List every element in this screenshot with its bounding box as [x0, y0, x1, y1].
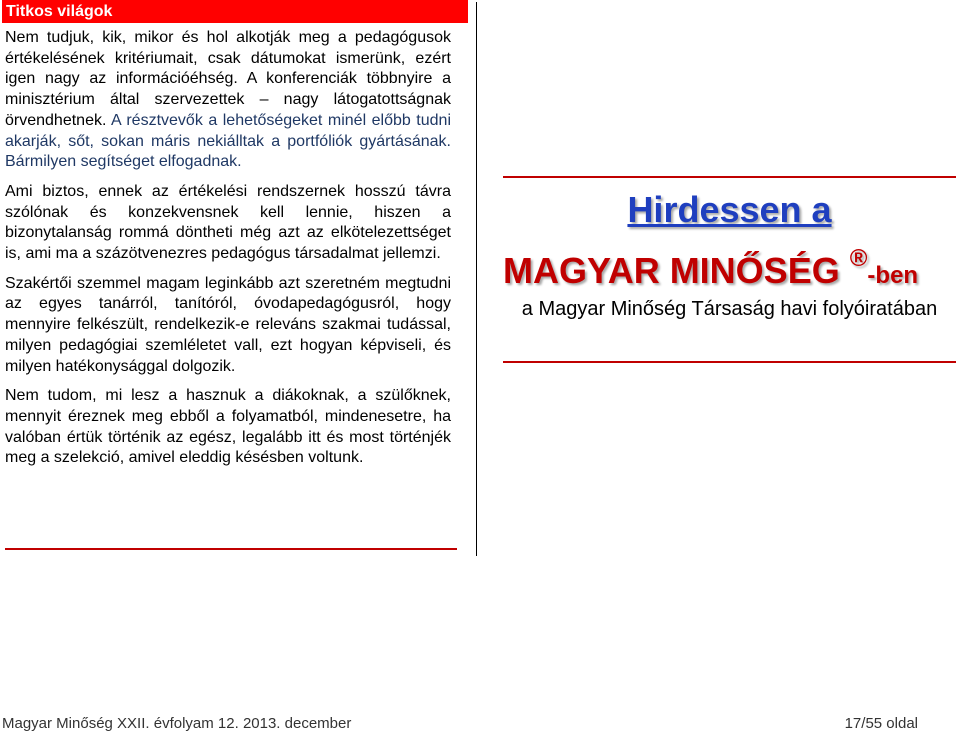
ad-top-rule [503, 176, 956, 178]
article-paragraph-3: Szakértői szemmel magam leginkább azt szeretném megtudni az egyes tanárról, tanítóról, óvodapedagógusról, hogy mennyire felkészült, rendelkezik-e releváns szakmai tudással, milyen pedagógiai szemléletet vall, ezt hogyan képviseli, és milyen hatékonysággal dolgozik. [5, 274, 451, 375]
article-body [5, 28, 451, 478]
registered-mark: ® [849, 245, 868, 272]
advertisement [503, 176, 956, 363]
brand-name: MAGYAR MINŐSÉG [503, 250, 840, 291]
column-divider [476, 2, 477, 556]
footer-publication: Magyar Minőség XXII. évfolyam 12. 2013. december [2, 715, 352, 732]
article-paragraph-1 [5, 28, 451, 173]
footer-page-number: 17/55 oldal [844, 715, 918, 732]
page-footer [0, 715, 960, 735]
paragraph-text: Nem tudjuk, kik, mikor és hol alkotják meg a pedagógusok értékelésének kritériumait, csak dátumokat ismerünk, ezért igen nagy az információéhség. A konferenciák többnyire a minisztérium által szervezettek – nagy látogatottságnak örvendhetnek. [5, 29, 451, 129]
brand-suffix: -ben [867, 262, 919, 289]
article-title: Titkos világok [2, 0, 468, 23]
ad-subline: a Magyar Minőség Társaság havi folyóiratában [521, 298, 938, 320]
article-paragraph-4: Nem tudom, mi lesz a hasznuk a diákoknak, a szülőknek, mennyit éreznek meg ebből a folyamatból, mindenesetre, ha valóban értük történik az egész, legalább itt és most történjék meg a szelekció, amivel eleddig késésben voltunk. [5, 387, 451, 467]
article-end-rule [5, 548, 457, 550]
ad-brand [503, 242, 956, 297]
ad-headline-link[interactable]: Hirdessen a [627, 189, 832, 230]
paragraph-highlight: A résztvevők a lehetőségeket minél előbb tudni akarják, sőt, sokan máris nekiálltak a portfóliók gyártásának. Bármilyen segítséget elfogadnak. [5, 111, 452, 171]
ad-bottom-rule [503, 361, 956, 363]
article-paragraph-2: Ami biztos, ennek az értékelési rendszernek hosszú távra szólónak és konzekvensnek kell lennie, hiszen a bizonytalanság rommá döntheti még azt az elkötelezettséget is, ami ma a százötvenezres pedagógus társadalmat jellemzi. [5, 182, 451, 263]
